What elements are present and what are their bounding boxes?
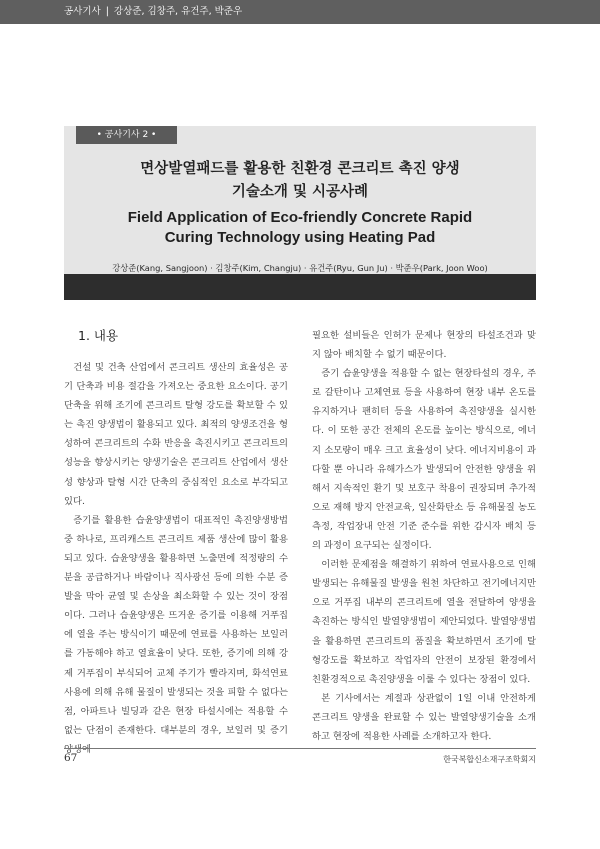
right-column [312,326,536,746]
english-title-line-2: Curing Technology using Heating Pad [164,229,436,246]
article-tag: • 공사기사 2 • [76,126,177,144]
header-category: 공사기사 [64,6,101,17]
korean-title-line-2: 기술소개 및 시공사례 [231,184,369,200]
korean-title-line-1: 면상발열패드를 활용한 친환경 콘크리트 촉진 양생 [140,161,460,177]
running-header [0,0,600,24]
left-column [64,326,288,759]
journal-name: 한국복합신소재구조학회지 [443,755,536,764]
title-panel-bottom-band [64,274,536,300]
header-authors: 강상준, 김창주, 유건주, 박준우 [113,6,243,17]
footer-divider [64,748,536,749]
english-title [64,208,536,248]
body-paragraph: 증기 습윤양생을 적용할 수 없는 현장타설의 경우, 주로 갈탄이나 고체연료 등을 사용하여 현장 내부 온도를 유지하거나 팬히터 등을 사용하여 촉진양생을 실시한다. 이 또한 공간 전체의 온도를 높이는 방식으로, 에너지 소모량이 매우 크고 효율성이 낮다. 에너지비용이 과다할 뿐 아니라 유해가스가 발생되어 안전한 양생을 위해서 지속적인 환기 및 보호구 착용이 권장되며 추가적으로 재해 방지 안전교육, 일산화탄소 등 유해물질 농도측정, 작업장내 안전 기준 준수를 위한 감시자 배치 등의 과정이 요구되는 실정이다. [312,368,536,552]
korean-title [64,158,536,204]
body-paragraph: 필요한 설비들은 인허가 문제나 현장의 타설조건과 맞지 않아 배치할 수 없기 때문이다. [312,330,536,361]
body-paragraph: 이러한 문제점을 해결하기 위하여 연료사용으로 인해 발생되는 유해물질 발생을 원천 차단하고 전기에너지만으로 거푸집 내부의 콘크리트에 열을 전달하여 양생을 촉진하는 방식인 발열양생법이 제안되었다. 발열양생법을 활용하면 콘크리트의 품질을 확보하면서 조기에 탈형강도를 확보하고 작업자의 안전이 보장된 환경에서 친환경적으로 촉진양생을 이룰 수 있다는 장점이 있다. [312,559,536,685]
body-paragraph: 건설 및 건축 산업에서 콘크리트 생산의 효율성은 공기 단축과 비용 절감을 가져오는 중요한 요소이다. 공기단축을 위해 조기에 콘크리트 탈형 강도를 확보할 수 있는 촉진 양생법이 활용되고 있다. 최적의 양생조건을 형성하여 콘크리트의 수화 반응을 촉진시키고 콘크리트의 성능을 향상시키는 양생기술은 콘크리트 산업에서 생산성 향상과 탈형 시간 단축의 중심적인 요소로 부각되고 있다. [64,362,288,507]
body-paragraph: 증기를 활용한 습윤양생법이 대표적인 촉진양생방법 중 하나로, 프리캐스트 콘크리트 제품 생산에 많이 활용되고 있다. 습윤양생을 활용하면 노출면에 적정량의 수분을 공급하거나 바람이나 직사광선 등에 의한 수분 증발을 막아 균열 및 손상을 최소화할 수 있는 것이 장점이다. 그러나 습윤양생은 뜨거운 증기를 이용해 거푸집에 열을 주는 방식이기 때문에 연료를 사용하는 보일러를 가동해야 하고 열효율이 낮다. 또한, 증기에 의해 강제 거푸집이 부식되어 교체 주기가 빨라지며, 화석연료 사용에 의해 유해 물질이 발생되는 것을 피할 수 없다는 점, 아파트나 빌딩과 같은 현장 타설시에는 적용할 수 없는 단점이 존재한다. 대부분의 경우, 보일러 및 증기양생에 [64,514,288,755]
page-number: 67 [64,752,78,764]
author-list: 강상준(Kang, Sangjoon) · 김창주(Kim, Changju) · 유건주(Ryu, Gun Ju) · 박준우(Park, Joon Woo) [112,263,488,273]
english-title-line-1: Field Application of Eco-friendly Concrete Rapid [127,209,473,226]
header-separator: | [105,6,109,17]
section-heading: 1. 내용 [78,328,119,343]
body-paragraph: 본 기사에서는 계절과 상관없이 1일 이내 안전하게 콘크리트 양생을 완료할 수 있는 발열양생기술을 소개하고 현장에 적용한 사례를 소개하고자 한다. [312,692,536,742]
